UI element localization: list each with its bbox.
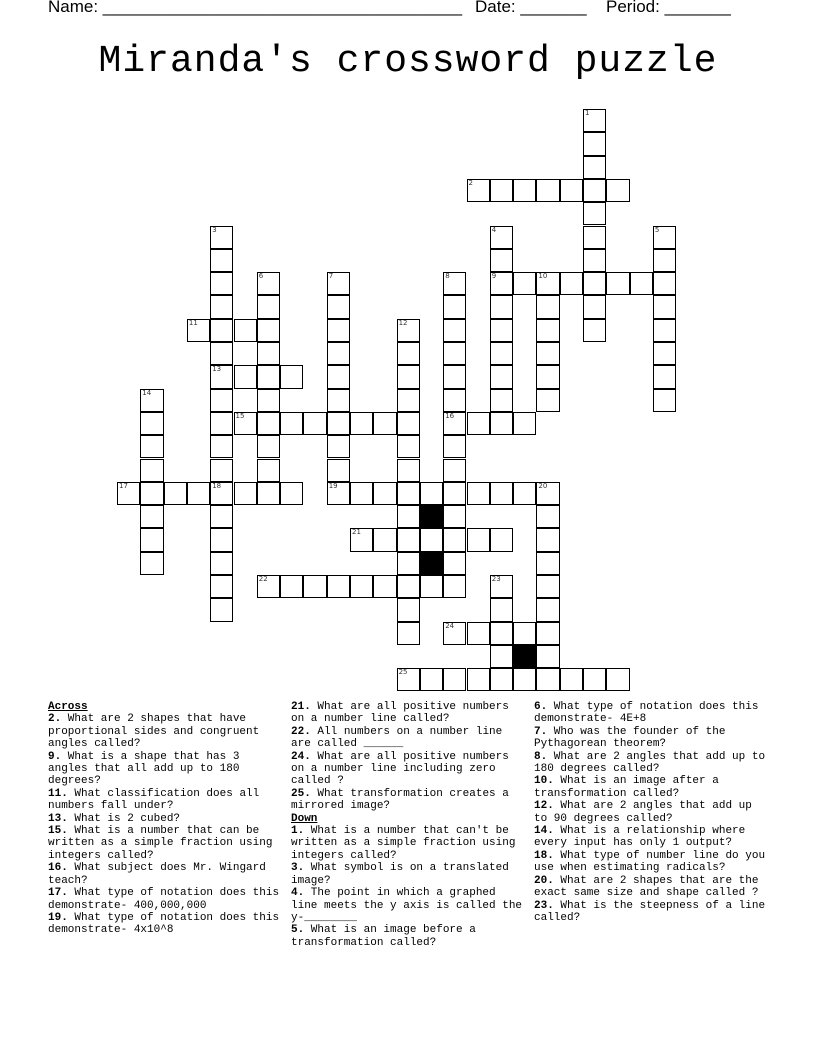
- grid-cell[interactable]: [490, 295, 513, 318]
- grid-cell[interactable]: [280, 482, 303, 505]
- clue-text: What is a number that can't be written as a simple fraction using integers called?: [291, 825, 516, 862]
- black-square: [420, 505, 443, 528]
- grid-cell[interactable]: [536, 482, 559, 505]
- grid-cell[interactable]: [210, 552, 233, 575]
- grid-cell[interactable]: [630, 272, 653, 295]
- grid-cell[interactable]: [397, 459, 420, 482]
- grid-cell[interactable]: [164, 482, 187, 505]
- clue-number-label: 10.: [534, 775, 554, 788]
- grid-cell[interactable]: [257, 365, 280, 388]
- grid-cell[interactable]: [513, 272, 536, 295]
- grid-cell[interactable]: [443, 575, 466, 598]
- clue-number: 1: [585, 109, 590, 117]
- grid-cell[interactable]: [560, 668, 583, 691]
- grid-cell[interactable]: [210, 226, 233, 249]
- grid-cell[interactable]: [210, 295, 233, 318]
- clue-item: [48, 713, 284, 750]
- grid-cell[interactable]: [280, 575, 303, 598]
- grid-cell[interactable]: [443, 482, 466, 505]
- clue-text: What is an image before a transformation called?: [291, 924, 476, 949]
- grid-cell[interactable]: [443, 319, 466, 342]
- grid-cell[interactable]: [373, 482, 396, 505]
- clue-item: [291, 862, 527, 887]
- clue-number-label: 2.: [48, 713, 62, 726]
- clue-number-label: 6.: [534, 701, 548, 713]
- grid-cell[interactable]: [443, 412, 466, 435]
- grid-cell[interactable]: [257, 482, 280, 505]
- clue-number: 15: [235, 411, 245, 420]
- clue-number-label: 21.: [291, 701, 311, 713]
- grid-cell[interactable]: [490, 342, 513, 365]
- clue-number-label: 1.: [291, 825, 305, 838]
- clue-number: 21: [352, 528, 361, 537]
- grid-cell[interactable]: [443, 622, 466, 645]
- grid-cell[interactable]: [327, 319, 350, 342]
- grid-cell[interactable]: [560, 272, 583, 295]
- clues-column-3: [534, 701, 770, 924]
- period-field[interactable]: Period: _______: [606, 0, 731, 16]
- clue-number: 20: [538, 481, 548, 490]
- clue-item: [534, 825, 770, 850]
- clue-number: 4: [491, 225, 497, 234]
- grid-cell[interactable]: [653, 295, 676, 318]
- grid-cell[interactable]: [397, 435, 420, 458]
- clue-text: What is a number that can be written as a simple fraction using integers called?: [48, 825, 273, 862]
- grid-cell[interactable]: [467, 622, 490, 645]
- grid-cell[interactable]: [653, 226, 676, 249]
- grid-cell[interactable]: [606, 179, 629, 202]
- clue-text: What are 2 shapes that have proportional sides and congruent angles called?: [48, 713, 260, 751]
- clue-number-label: 5.: [291, 924, 305, 937]
- black-square: [420, 552, 443, 575]
- date-field[interactable]: Date: _______: [475, 0, 587, 16]
- grid-cell[interactable]: [536, 319, 559, 342]
- grid-cell[interactable]: [327, 272, 350, 295]
- grid-cell[interactable]: [140, 389, 163, 412]
- down-heading: Down: [291, 812, 318, 825]
- across-heading: Across: [48, 701, 88, 713]
- clue-item: [291, 751, 527, 788]
- clue-number: 13: [212, 365, 222, 374]
- clue-number-label: 8.: [534, 750, 548, 763]
- grid-cell[interactable]: [467, 528, 490, 551]
- clue-number-label: 25.: [291, 787, 311, 800]
- grid-cell[interactable]: [583, 226, 606, 249]
- grid-cell[interactable]: [513, 482, 536, 505]
- grid-cell[interactable]: [234, 482, 257, 505]
- grid-cell[interactable]: [443, 528, 466, 551]
- grid-cell[interactable]: [490, 389, 513, 412]
- clue-text: What symbol is on a translated image?: [291, 862, 509, 887]
- grid-cell[interactable]: [583, 132, 606, 155]
- clue-text: What are all positive numbers on a number line including zero called ?: [291, 750, 509, 788]
- grid-cell[interactable]: [536, 365, 559, 388]
- grid-cell[interactable]: [443, 272, 466, 295]
- clue-text: The point in which a graphed line meets the y axis is called the y-________: [291, 887, 523, 924]
- grid-cell[interactable]: [653, 389, 676, 412]
- grid-cell[interactable]: [536, 645, 559, 668]
- grid-cell[interactable]: [373, 412, 396, 435]
- clue-number: 11: [188, 318, 198, 327]
- grid-cell[interactable]: [210, 528, 233, 551]
- clue-text: What are 2 angles that add up to 180 degrees called?: [534, 750, 766, 776]
- grid-cell[interactable]: [327, 295, 350, 318]
- grid-cell[interactable]: [536, 575, 559, 598]
- clue-number-label: 23.: [534, 899, 554, 912]
- grid-cell[interactable]: [443, 389, 466, 412]
- grid-cell[interactable]: [140, 459, 163, 482]
- clue-number-label: 19.: [48, 911, 68, 924]
- grid-cell[interactable]: [257, 412, 280, 435]
- grid-cell[interactable]: [280, 412, 303, 435]
- grid-cell[interactable]: [210, 365, 233, 388]
- clue-item: [48, 862, 284, 887]
- grid-cell[interactable]: [490, 272, 513, 295]
- grid-cell[interactable]: [536, 622, 559, 645]
- clue-item: [534, 875, 770, 900]
- grid-cell[interactable]: [257, 342, 280, 365]
- grid-cell[interactable]: [280, 365, 303, 388]
- grid-cell[interactable]: [513, 622, 536, 645]
- clue-item: [48, 912, 284, 937]
- grid-cell[interactable]: [257, 295, 280, 318]
- grid-cell[interactable]: [583, 319, 606, 342]
- clue-number: 9: [491, 272, 497, 281]
- grid-cell[interactable]: [653, 272, 676, 295]
- puzzle-title: Miranda's crossword puzzle: [98, 40, 718, 83]
- clue-number: 8: [445, 272, 450, 281]
- grid-cell[interactable]: [187, 319, 210, 342]
- clue-text: What subject does Mr. Wingard teach?: [48, 862, 266, 887]
- grid-cell[interactable]: [140, 528, 163, 551]
- clue-item: [48, 813, 284, 825]
- clue-item: [48, 825, 284, 862]
- grid-cell[interactable]: [583, 156, 606, 179]
- grid-cell[interactable]: [327, 459, 350, 482]
- clue-number-label: 22.: [291, 725, 311, 738]
- clue-number: 22: [258, 575, 268, 583]
- grid-cell[interactable]: [490, 249, 513, 272]
- grid-cell[interactable]: [140, 552, 163, 575]
- grid-cell[interactable]: [583, 202, 606, 225]
- grid-cell[interactable]: [443, 342, 466, 365]
- clue-number: 14: [142, 388, 152, 397]
- grid-cell[interactable]: [490, 179, 513, 202]
- grid-cell[interactable]: [210, 412, 233, 435]
- grid-cell[interactable]: [536, 505, 559, 528]
- clue-item: [291, 825, 527, 862]
- grid-cell[interactable]: [397, 412, 420, 435]
- grid-cell[interactable]: [210, 435, 233, 458]
- grid-cell[interactable]: [373, 528, 396, 551]
- clue-number: 16: [445, 411, 455, 420]
- clue-text: What type of notation does this demonstrate- 400,000,000: [48, 887, 280, 912]
- clue-text: What are 2 shapes that are the exact same size and shape called ?: [534, 874, 759, 900]
- clue-number-label: 13.: [48, 812, 68, 825]
- grid-cell[interactable]: [140, 412, 163, 435]
- clue-number-label: 7.: [534, 725, 548, 738]
- grid-cell[interactable]: [210, 319, 233, 342]
- clue-number: 24: [445, 621, 455, 630]
- clue-text: What is the steepness of a line called?: [534, 899, 766, 924]
- grid-cell[interactable]: [210, 249, 233, 272]
- grid-cell[interactable]: [397, 575, 420, 598]
- grid-cell[interactable]: [513, 668, 536, 691]
- clue-item: [534, 701, 770, 726]
- name-field[interactable]: Name: ______________________________________: [48, 0, 463, 16]
- clue-text: What is a shape that has 3 angles that all add up to 180 degrees?: [48, 750, 240, 788]
- grid-cell[interactable]: [653, 342, 676, 365]
- grid-cell[interactable]: [467, 412, 490, 435]
- clue-item: [534, 900, 770, 925]
- grid-cell[interactable]: [420, 668, 443, 691]
- grid-cell[interactable]: [210, 272, 233, 295]
- grid-cell[interactable]: [234, 365, 257, 388]
- grid-cell[interactable]: [490, 365, 513, 388]
- grid-cell[interactable]: [536, 389, 559, 412]
- clue-number: 2: [468, 178, 473, 187]
- grid-cell[interactable]: [467, 179, 490, 202]
- grid-cell[interactable]: [583, 295, 606, 318]
- grid-cell[interactable]: [210, 389, 233, 412]
- clue-item: [291, 924, 527, 949]
- grid-cell[interactable]: [443, 295, 466, 318]
- clue-item: [291, 788, 527, 813]
- grid-cell[interactable]: [536, 272, 559, 295]
- grid-cell[interactable]: [140, 435, 163, 458]
- grid-cell[interactable]: [397, 528, 420, 551]
- clues-column-1: [48, 701, 284, 937]
- clue-item: [48, 887, 284, 912]
- grid-cell[interactable]: [513, 179, 536, 202]
- grid-cell[interactable]: [117, 482, 140, 505]
- grid-cell[interactable]: [397, 505, 420, 528]
- clue-text: What is an image after a transformation called?: [534, 775, 719, 800]
- clue-number-label: 11.: [48, 787, 68, 800]
- clue-item: [534, 726, 770, 751]
- clue-number: 19: [328, 481, 338, 490]
- grid-cell[interactable]: [490, 226, 513, 249]
- grid-cell[interactable]: [257, 435, 280, 458]
- grid-cell[interactable]: [397, 342, 420, 365]
- grid-cell[interactable]: [467, 482, 490, 505]
- clue-text: What is 2 cubed?: [67, 812, 181, 825]
- grid-cell[interactable]: [210, 482, 233, 505]
- grid-cell[interactable]: [490, 575, 513, 598]
- grid-cell[interactable]: [397, 598, 420, 621]
- clue-item: [534, 850, 770, 875]
- grid-cell[interactable]: [490, 598, 513, 621]
- grid-cell[interactable]: [583, 109, 606, 132]
- grid-cell[interactable]: [443, 668, 466, 691]
- grid-cell[interactable]: [536, 342, 559, 365]
- clue-number: 3: [212, 225, 217, 234]
- grid-cell[interactable]: [443, 505, 466, 528]
- clue-item: [291, 887, 527, 924]
- grid-cell[interactable]: [653, 249, 676, 272]
- clue-item: [534, 800, 770, 825]
- clue-item: [291, 701, 527, 726]
- grid-cell[interactable]: [536, 528, 559, 551]
- clue-text: What is a relationship where every input has only 1 output?: [534, 825, 746, 850]
- clue-item: [534, 751, 770, 776]
- clue-number-label: 18.: [534, 849, 554, 862]
- grid-cell[interactable]: [653, 365, 676, 388]
- grid-cell[interactable]: [536, 295, 559, 318]
- clue-item: [48, 751, 284, 788]
- clue-text: What transformation creates a mirrored image?: [291, 787, 509, 813]
- grid-cell[interactable]: [490, 668, 513, 691]
- grid-cell[interactable]: [210, 575, 233, 598]
- clue-item: [48, 788, 284, 813]
- clue-number: 25: [398, 668, 408, 677]
- grid-cell[interactable]: [490, 528, 513, 551]
- grid-cell[interactable]: [397, 668, 420, 691]
- grid-cell[interactable]: [653, 319, 676, 342]
- grid-cell[interactable]: [397, 389, 420, 412]
- grid-cell[interactable]: [397, 319, 420, 342]
- clues-column-2: [291, 701, 527, 949]
- grid-cell[interactable]: [210, 459, 233, 482]
- clue-item: [534, 775, 770, 800]
- grid-cell[interactable]: [140, 505, 163, 528]
- grid-cell[interactable]: [327, 482, 350, 505]
- grid-cell[interactable]: [443, 435, 466, 458]
- grid-cell[interactable]: [443, 365, 466, 388]
- grid-cell[interactable]: [257, 575, 280, 598]
- grid-cell[interactable]: [420, 482, 443, 505]
- grid-cell[interactable]: [327, 342, 350, 365]
- grid-cell[interactable]: [583, 668, 606, 691]
- grid-cell[interactable]: [327, 412, 350, 435]
- grid-cell[interactable]: [350, 482, 373, 505]
- grid-cell[interactable]: [490, 482, 513, 505]
- grid-cell[interactable]: [490, 622, 513, 645]
- grid-cell[interactable]: [420, 528, 443, 551]
- clue-number: 23: [491, 575, 501, 583]
- grid-cell[interactable]: [234, 319, 257, 342]
- grid-cell[interactable]: [397, 482, 420, 505]
- grid-cell[interactable]: [490, 412, 513, 435]
- clue-number-label: 14.: [534, 825, 554, 838]
- clue-number-label: 3.: [291, 862, 305, 875]
- clue-text: What type of notation does this demonstrate- 4E+8: [534, 701, 759, 726]
- grid-cell[interactable]: [210, 598, 233, 621]
- grid-cell[interactable]: [257, 319, 280, 342]
- clue-text: What type of number line do you use when estimating radicals?: [534, 849, 766, 875]
- clue-number: 18: [212, 481, 222, 490]
- grid-cell[interactable]: [140, 482, 163, 505]
- grid-cell[interactable]: [583, 179, 606, 202]
- clue-text: All numbers on a number line are called ______: [291, 725, 503, 751]
- grid-cell[interactable]: [443, 459, 466, 482]
- grid-cell[interactable]: [397, 552, 420, 575]
- grid-cell[interactable]: [257, 459, 280, 482]
- grid-cell[interactable]: [536, 552, 559, 575]
- grid-cell[interactable]: [467, 668, 490, 691]
- grid-cell[interactable]: [210, 505, 233, 528]
- clue-text: Who was the founder of the Pythagorean theorem?: [534, 725, 726, 751]
- grid-cell[interactable]: [513, 412, 536, 435]
- black-square: [513, 645, 536, 668]
- grid-cell[interactable]: [327, 575, 350, 598]
- grid-cell[interactable]: [303, 575, 326, 598]
- grid-cell[interactable]: [327, 365, 350, 388]
- clue-text: What type of notation does this demonstrate- 4x10^8: [48, 911, 280, 937]
- grid-cell[interactable]: [187, 482, 210, 505]
- grid-cell[interactable]: [560, 179, 583, 202]
- clue-text: What are all positive numbers on a number line called?: [291, 701, 509, 726]
- clue-number: 7: [328, 272, 334, 281]
- grid-cell[interactable]: [490, 645, 513, 668]
- grid-cell[interactable]: [490, 319, 513, 342]
- grid-cell[interactable]: [536, 668, 559, 691]
- grid-cell[interactable]: [373, 575, 396, 598]
- grid-cell[interactable]: [257, 272, 280, 295]
- grid-cell[interactable]: [327, 435, 350, 458]
- grid-cell[interactable]: [397, 622, 420, 645]
- clue-number-label: 24.: [291, 750, 311, 763]
- clue-number-label: 4.: [291, 887, 305, 900]
- grid-cell[interactable]: [303, 412, 326, 435]
- grid-cell[interactable]: [420, 575, 443, 598]
- grid-cell[interactable]: [583, 249, 606, 272]
- grid-cell[interactable]: [606, 668, 629, 691]
- grid-cell[interactable]: [350, 528, 373, 551]
- clue-number: 10: [538, 272, 548, 281]
- clue-number-label: 20.: [534, 874, 554, 887]
- clue-number-label: 9.: [48, 750, 62, 763]
- clue-number-label: 15.: [48, 825, 68, 838]
- grid-cell[interactable]: [234, 412, 257, 435]
- clue-number-label: 17.: [48, 887, 68, 900]
- clue-number: 5: [654, 225, 660, 234]
- clue-number-label: 16.: [48, 862, 68, 875]
- grid-cell[interactable]: [443, 552, 466, 575]
- clue-number: 17: [119, 481, 128, 490]
- grid-cell[interactable]: [257, 389, 280, 412]
- clue-number-label: 12.: [534, 800, 554, 813]
- grid-cell[interactable]: [350, 412, 373, 435]
- grid-cell[interactable]: [397, 365, 420, 388]
- clue-item: [291, 726, 527, 751]
- grid-cell[interactable]: [583, 272, 606, 295]
- grid-cell[interactable]: [536, 598, 559, 621]
- grid-cell[interactable]: [327, 389, 350, 412]
- grid-cell[interactable]: [536, 179, 559, 202]
- grid-cell[interactable]: [606, 272, 629, 295]
- clue-number: 12: [398, 318, 408, 327]
- clue-text: What are 2 angles that add up to 90 degrees called?: [534, 800, 752, 825]
- grid-cell[interactable]: [210, 342, 233, 365]
- clue-number: 6: [258, 272, 264, 281]
- clue-text: What classification does all numbers fall under?: [48, 787, 260, 813]
- grid-cell[interactable]: [350, 575, 373, 598]
